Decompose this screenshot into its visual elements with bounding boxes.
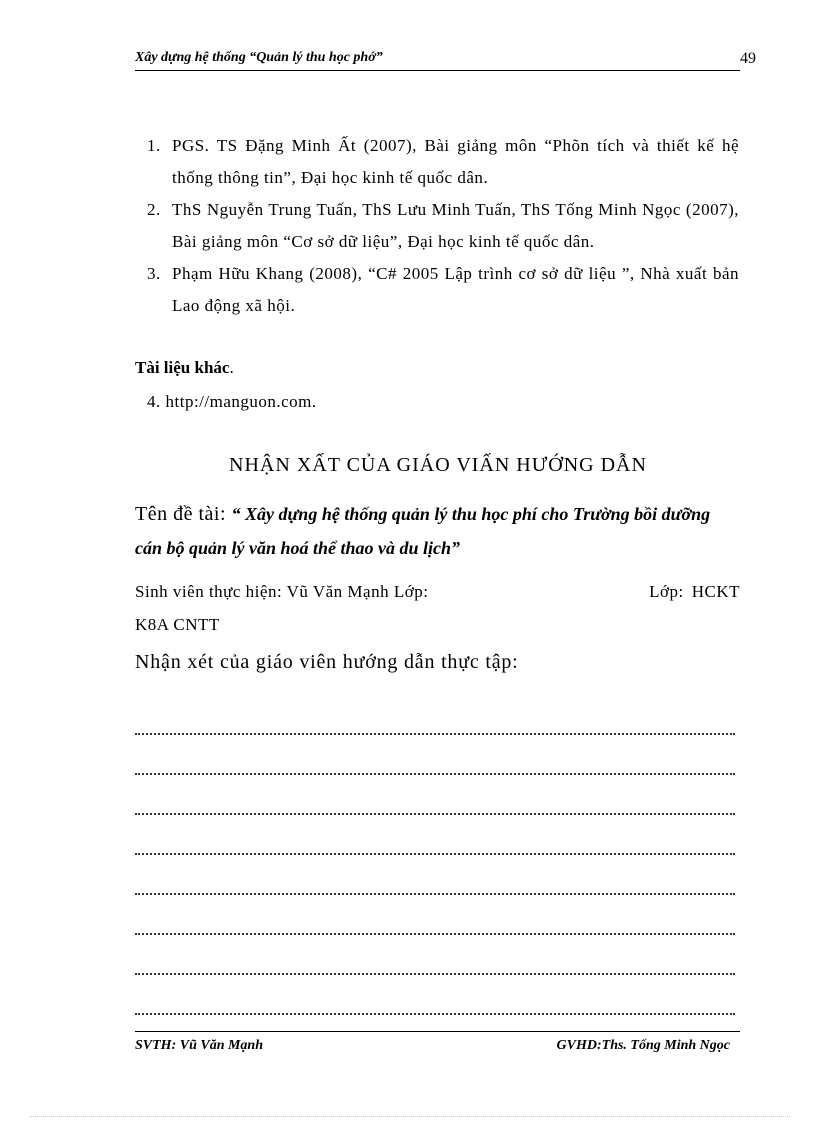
class-value-2: K8A CNTT (135, 615, 220, 634)
dotted-line (135, 735, 735, 775)
class-label: Lớp: (649, 582, 684, 601)
other-docs-period: . (229, 358, 234, 377)
dotted-line (135, 855, 735, 895)
other-docs-heading (135, 358, 234, 378)
topic-block (135, 498, 740, 566)
page-number: 49 (740, 50, 756, 67)
evaluation-title: NHẬN XẤT CỦA GIÁO VIẤN HƯỚNG DẪN (229, 454, 647, 476)
comment-label: Nhận xét của giáo viên hướng dẫn thực tập: (135, 651, 519, 673)
student-block (135, 575, 740, 641)
topic-label: Tên đề tài: (135, 503, 232, 525)
dotted-line (135, 935, 735, 975)
footer-supervisor: GVHD:Ths. Tống Minh Ngọc (556, 1038, 730, 1053)
page-edge-divider (30, 1116, 790, 1117)
class-field (649, 575, 740, 608)
reference-number: 2. (147, 200, 161, 219)
page-footer (135, 1031, 740, 1053)
reference-text: Phạm Hữu Khang (2008), “C# 2005 Lập trình cơ sở dữ liệu ”, Nhà xuất bản Lao động xã hội. (172, 264, 739, 315)
reference-text: ThS Nguyễn Trung Tuấn, ThS Lưu Minh Tuấn, ThS Tống Minh Ngọc (2007), Bài giảng môn “Cơ sở dữ liệu”, Đại học kinh tế quốc dân. (172, 200, 739, 251)
header-title: Xây dựng hệ thống “Quản lý thu học phớ” (135, 50, 383, 65)
other-docs-item: 4. http://manguon.com. (147, 392, 317, 411)
dotted-line (135, 815, 735, 855)
reference-item (147, 130, 739, 194)
dotted-line (135, 975, 735, 1015)
dotted-line (135, 695, 735, 735)
page-header (135, 48, 756, 71)
class-value-1: HCKT (691, 582, 740, 601)
reference-item (147, 194, 739, 258)
footer-student: SVTH: Vũ Văn Mạnh (135, 1038, 263, 1053)
comment-lines (135, 695, 735, 1015)
dotted-line (135, 775, 735, 815)
topic-value: “ Xây dựng hệ thống quản lý thu học phí cho Trường bồi dưỡng cán bộ quản lý văn hoá thể thao và du lịch” (135, 504, 711, 558)
reference-text: PGS. TS Đặng Minh Ất (2007), Bài giảng môn “Phõn tích và thiết kế hệ thống thông tin”, Đại học kinh tế quốc dân. (172, 136, 739, 187)
dotted-line (135, 895, 735, 935)
student-label: Sinh viên thực hiện: Vũ Văn Mạnh Lớp: (135, 582, 429, 601)
reference-list (147, 130, 739, 322)
student-line (135, 575, 740, 608)
reference-item (147, 258, 739, 322)
other-docs-label: Tài liệu khác (135, 358, 230, 377)
reference-number: 3. (147, 264, 161, 283)
reference-number: 1. (147, 136, 161, 155)
